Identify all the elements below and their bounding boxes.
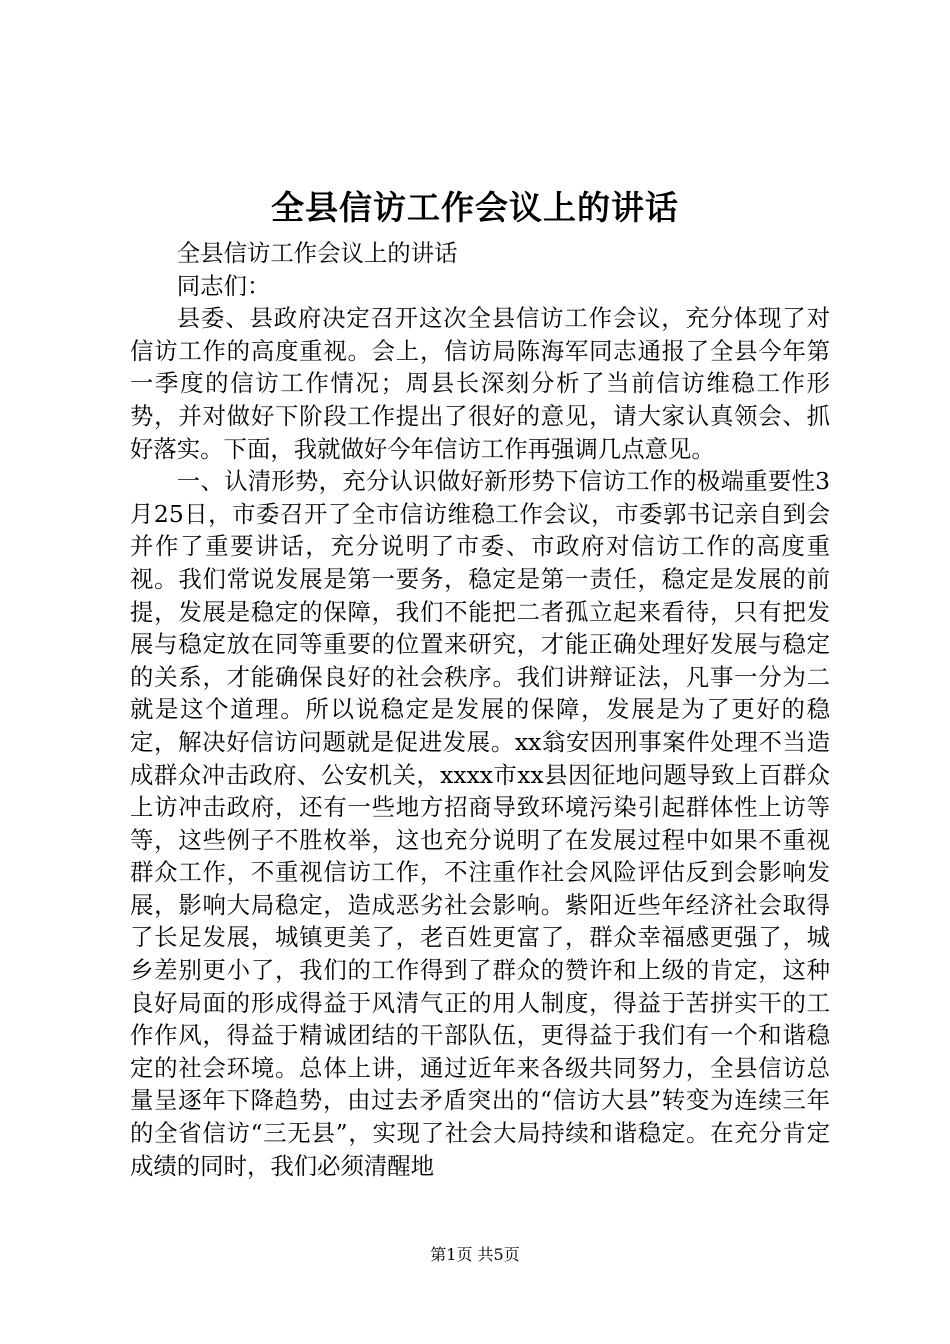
- page-footer: 第1页 共5页: [430, 1245, 520, 1264]
- subtitle-paragraph: 全县信访工作会议上的讲话: [176, 239, 458, 267]
- document-title: 全县信访工作会议上的讲话: [271, 188, 679, 227]
- document-body: [130, 237, 830, 1182]
- intro-paragraph: 县委、县政府决定召开这次全县信访工作会议，充分体现了对信访工作的高度重视。会上，信访局陈海军同志通报了全县今年第一季度的信访工作情况；周县长深刻分析了当前信访维稳工作形势，并对做好下阶段工作提出了很好的意见，请大家认真领会、抓好落实。下面，我就做好今年信访工作再强调几点意见。: [130, 304, 830, 463]
- salutation-paragraph: 同志们：: [176, 271, 271, 300]
- section-one-paragraph: 一、认清形势，充分认识做好新形势下信访工作的极端重要性3月25日，市委召开了全市信访维稳工作会议，市委郭书记亲自到会并作了重要讲话，充分说明了市委、市政府对信访工作的高度重视。我们常说发展是第一要务，稳定是第一责任，稳定是发展的前提，发展是稳定的保障，我们不能把二者孤立起来看待，只有把发展与稳定放在同等重要的位置来研究，才能正确处理好发展与稳定的关系，才能确保良好的社会秩序。我们讲辩证法，凡事一分为二就是这个道理。所以说稳定是发展的保障，发展是为了更好的稳定，解决好信访问题就是促进发展。xx翁安因刑事案件处理不当造成群众冲击政府、公安机关，xxxx市xx县因征地问题导致上百群众上访冲击政府，还有一些地方招商导致环境污染引起群体性上访等等，这些例子不胜枚举，这也充分说明了在发展过程中如果不重视群众工作，不重视信访工作，不注重作社会风险评估反到会影响发展，影响大局稳定，造成恶劣社会影响。紫阳近些年经济社会取得了长足发展，城镇更美了，老百姓更富了，群众幸福感更强了，城乡差别更小了，我们的工作得到了群众的赞许和上级的肯定，这种良好局面的形成得益于风清气正的用人制度，得益于苦拼实干的工作作风，得益于精诚团结的干部队伍，更得益于我们有一个和谐稳定的社会环境。总体上讲，通过近年来各级共同努力，全县信访总量呈逐年下降趋势，由过去矛盾突出的“信访大县”转变为连续三年的全省信访“三无县”，实现了社会大局持续和谐稳定。在充分肯定成绩的同时，我们必须清醒地: [130, 467, 830, 1180]
